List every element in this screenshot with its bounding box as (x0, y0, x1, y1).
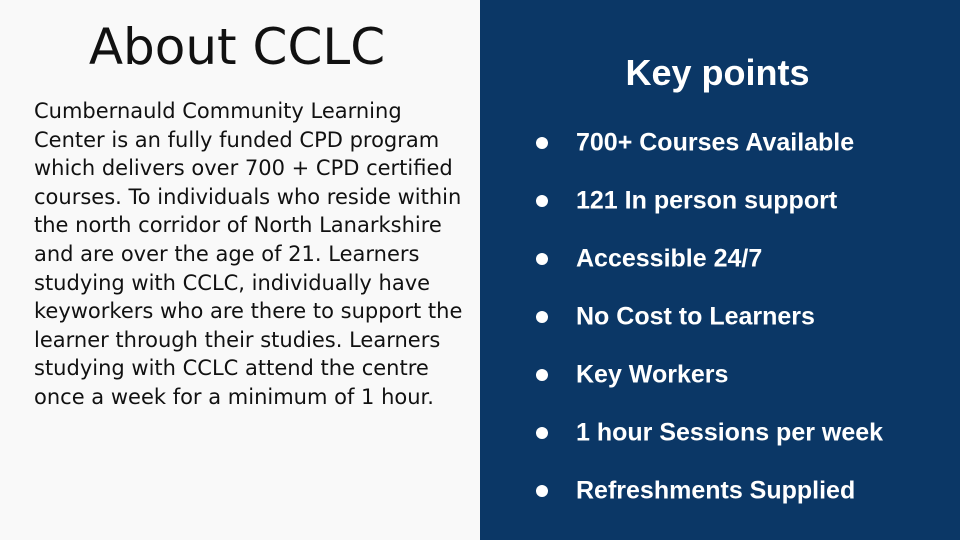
key-point-label: No Cost to Learners (576, 302, 815, 331)
list-item (480, 462, 960, 520)
bullet-icon (536, 137, 548, 149)
list-item (480, 114, 960, 172)
key-points-title: Key points (625, 52, 810, 93)
key-points-panel (480, 0, 960, 540)
bullet-icon (536, 311, 548, 323)
about-description: Cumbernauld Community Learning Center is an fully funded CPD program which delivers over 700 + CPD certified courses. To individuals who reside within the north corridor of North Lanarkshire and are over the age of 21. Learners studying with CCLC, individually have keyworkers who are there to support the learner through their studies. Learners studying with CCLC attend the centre once a week for a minimum of 1 hour. (34, 99, 463, 409)
key-points-list (480, 114, 960, 520)
key-point-label: Refreshments Supplied (576, 476, 856, 505)
list-item (480, 346, 960, 404)
bullet-icon (536, 369, 548, 381)
bullet-icon (536, 253, 548, 265)
bullet-icon (536, 485, 548, 497)
list-item (480, 288, 960, 346)
key-point-label: Accessible 24/7 (576, 244, 763, 273)
key-point-label: 700+ Courses Available (576, 128, 855, 157)
bullet-icon (536, 427, 548, 439)
key-point-label: 121 In person support (576, 186, 838, 215)
list-item (480, 404, 960, 462)
bullet-icon (536, 195, 548, 207)
list-item (480, 230, 960, 288)
key-point-label: Key Workers (576, 360, 729, 389)
key-point-label: 1 hour Sessions per week (576, 418, 884, 447)
about-title: About CCLC (88, 18, 386, 76)
list-item (480, 172, 960, 230)
